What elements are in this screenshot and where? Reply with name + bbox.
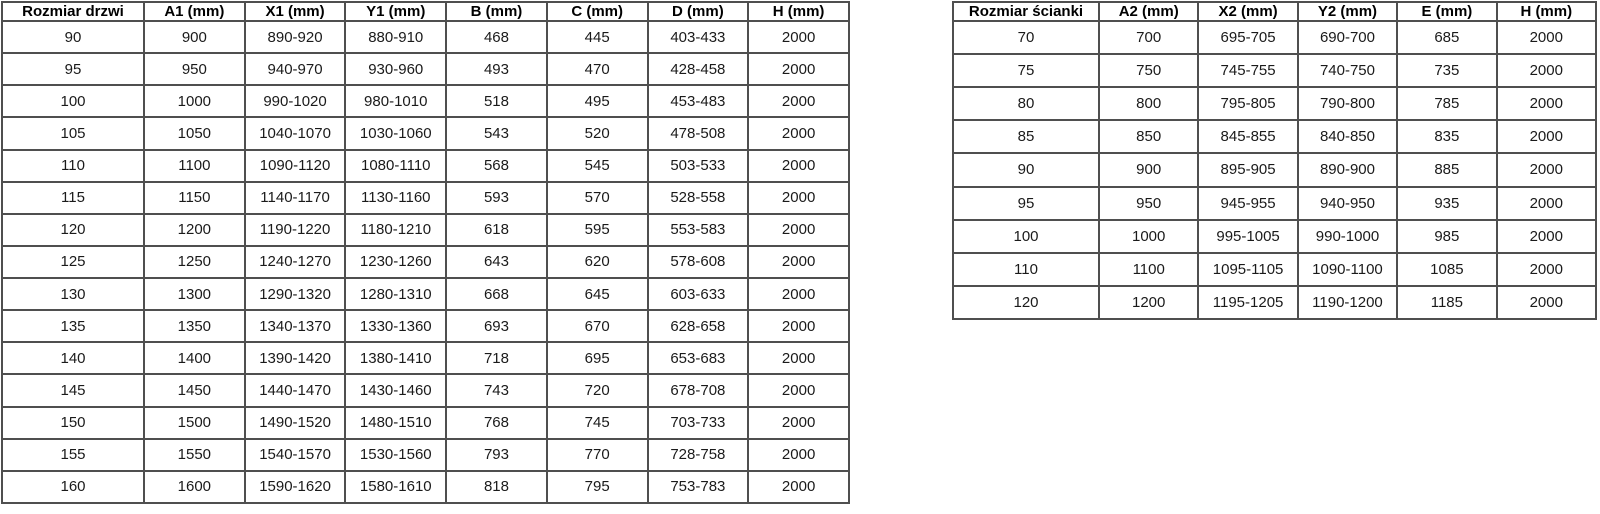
table-cell: 478-508: [648, 117, 749, 149]
table-cell: 2000: [1497, 286, 1596, 319]
table-cell: 818: [446, 471, 547, 503]
table-cell: 693: [446, 310, 547, 342]
table-row: [953, 220, 1596, 253]
table-cell: 2000: [748, 374, 849, 406]
table-row: [2, 85, 849, 117]
table-row: [2, 278, 849, 310]
column-header: X2 (mm): [1198, 2, 1297, 21]
table-cell: 150: [2, 407, 144, 439]
table-cell: 900: [144, 21, 245, 53]
table-cell: 945-955: [1198, 187, 1297, 220]
table-cell: 543: [446, 117, 547, 149]
table-cell: 1500: [144, 407, 245, 439]
table-cell: 1090-1100: [1298, 253, 1397, 286]
table-cell: 528-558: [648, 182, 749, 214]
table-cell: 2000: [748, 85, 849, 117]
table-cell: 1085: [1397, 253, 1496, 286]
table-cell: 1480-1510: [345, 407, 446, 439]
table-cell: 1095-1105: [1198, 253, 1297, 286]
table-cell: 1040-1070: [245, 117, 346, 149]
table-cell: 768: [446, 407, 547, 439]
table-cell: 1390-1420: [245, 342, 346, 374]
table-cell: 1080-1110: [345, 150, 446, 182]
table-cell: 593: [446, 182, 547, 214]
table-cell: 2000: [748, 117, 849, 149]
table-cell: 403-433: [648, 21, 749, 53]
table-cell: 493: [446, 53, 547, 85]
table-cell: 643: [446, 246, 547, 278]
table-cell: 140: [2, 342, 144, 374]
table-cell: 1200: [144, 214, 245, 246]
table-cell: 100: [2, 85, 144, 117]
table-cell: 603-633: [648, 278, 749, 310]
table-cell: 553-583: [648, 214, 749, 246]
table-cell: 1030-1060: [345, 117, 446, 149]
table-cell: 95: [2, 53, 144, 85]
table-row: [2, 150, 849, 182]
table-row: [2, 182, 849, 214]
table-cell: 2000: [748, 471, 849, 503]
table-cell: 595: [547, 214, 648, 246]
table-cell: 900: [1099, 153, 1198, 186]
table-cell: 2000: [748, 53, 849, 85]
table-cell: 2000: [1497, 120, 1596, 153]
table-cell: 645: [547, 278, 648, 310]
table-cell: 930-960: [345, 53, 446, 85]
table-cell: 618: [446, 214, 547, 246]
header-row: [2, 2, 849, 21]
table-row: [953, 120, 1596, 153]
table-cell: 745-755: [1198, 54, 1297, 87]
table-cell: 695-705: [1198, 21, 1297, 54]
table-cell: 1380-1410: [345, 342, 446, 374]
table-cell: 835: [1397, 120, 1496, 153]
table-cell: 1190-1200: [1298, 286, 1397, 319]
table-cell: 120: [953, 286, 1099, 319]
table-cell: 895-905: [1198, 153, 1297, 186]
column-header: D (mm): [648, 2, 749, 21]
table-cell: 703-733: [648, 407, 749, 439]
table-cell: 740-750: [1298, 54, 1397, 87]
table-cell: 90: [2, 21, 144, 53]
table-cell: 2000: [748, 21, 849, 53]
table-cell: 1450: [144, 374, 245, 406]
table-cell: 2000: [1497, 220, 1596, 253]
table-cell: 850: [1099, 120, 1198, 153]
table-row: [2, 117, 849, 149]
table-cell: 2000: [748, 310, 849, 342]
table-cell: 845-855: [1198, 120, 1297, 153]
table-cell: 795: [547, 471, 648, 503]
table-cell: 668: [446, 278, 547, 310]
table-cell: 1100: [1099, 253, 1198, 286]
table-cell: 1400: [144, 342, 245, 374]
column-header: H (mm): [748, 2, 849, 21]
table-cell: 985: [1397, 220, 1496, 253]
table-cell: 545: [547, 150, 648, 182]
table-cell: 1340-1370: [245, 310, 346, 342]
table-cell: 750: [1099, 54, 1198, 87]
table-cell: 2000: [748, 439, 849, 471]
table-cell: 685: [1397, 21, 1496, 54]
table-cell: 100: [953, 220, 1099, 253]
table-row: [2, 214, 849, 246]
column-header: Y2 (mm): [1298, 2, 1397, 21]
table-row: [953, 253, 1596, 286]
table-cell: 110: [2, 150, 144, 182]
table-cell: 468: [446, 21, 547, 53]
table-cell: 1440-1470: [245, 374, 346, 406]
table-cell: 990-1020: [245, 85, 346, 117]
table-cell: 1240-1270: [245, 246, 346, 278]
table-cell: 125: [2, 246, 144, 278]
column-header: A1 (mm): [144, 2, 245, 21]
table-cell: 695: [547, 342, 648, 374]
table-cell: 445: [547, 21, 648, 53]
table-cell: 885: [1397, 153, 1496, 186]
table-cell: 2000: [748, 214, 849, 246]
table-cell: 570: [547, 182, 648, 214]
table-cell: 1430-1460: [345, 374, 446, 406]
header-row: [953, 2, 1596, 21]
table-cell: 453-483: [648, 85, 749, 117]
table-row: [953, 187, 1596, 220]
column-header: A2 (mm): [1099, 2, 1198, 21]
table-row: [953, 153, 1596, 186]
table-row: [2, 53, 849, 85]
table-cell: 1195-1205: [1198, 286, 1297, 319]
table-cell: 1290-1320: [245, 278, 346, 310]
table-cell: 2000: [1497, 153, 1596, 186]
table-cell: 120: [2, 214, 144, 246]
table-row: [2, 471, 849, 503]
table-cell: 1050: [144, 117, 245, 149]
table-cell: 1580-1610: [345, 471, 446, 503]
table-cell: 2000: [748, 407, 849, 439]
table-cell: 1180-1210: [345, 214, 446, 246]
table-cell: 2000: [1497, 21, 1596, 54]
table-cell: 503-533: [648, 150, 749, 182]
table-cell: 795-805: [1198, 87, 1297, 120]
table-cell: 880-910: [345, 21, 446, 53]
table-cell: 1100: [144, 150, 245, 182]
table-cell: 1350: [144, 310, 245, 342]
column-header: E (mm): [1397, 2, 1496, 21]
table-row: [953, 286, 1596, 319]
table-cell: 130: [2, 278, 144, 310]
table-cell: 2000: [1497, 87, 1596, 120]
table-cell: 980-1010: [345, 85, 446, 117]
table-cell: 95: [953, 187, 1099, 220]
table-cell: 690-700: [1298, 21, 1397, 54]
table-cell: 940-950: [1298, 187, 1397, 220]
column-header: Rozmiar drzwi: [2, 2, 144, 21]
table-cell: 1250: [144, 246, 245, 278]
table-cell: 950: [144, 53, 245, 85]
table-cell: 1530-1560: [345, 439, 446, 471]
column-header: Y1 (mm): [345, 2, 446, 21]
table-cell: 80: [953, 87, 1099, 120]
table-cell: 1000: [144, 85, 245, 117]
table-cell: 115: [2, 182, 144, 214]
table-cell: 1090-1120: [245, 150, 346, 182]
table-cell: 720: [547, 374, 648, 406]
table-cell: 620: [547, 246, 648, 278]
table-cell: 940-970: [245, 53, 346, 85]
table-cell: 735: [1397, 54, 1496, 87]
table-cell: 578-608: [648, 246, 749, 278]
table-cell: 105: [2, 117, 144, 149]
door-size-table: [1, 1, 850, 504]
table-row: [2, 21, 849, 53]
table-cell: 2000: [748, 246, 849, 278]
table-cell: 428-458: [648, 53, 749, 85]
table-cell: 1190-1220: [245, 214, 346, 246]
table-cell: 793: [446, 439, 547, 471]
table-cell: 145: [2, 374, 144, 406]
column-header: X1 (mm): [245, 2, 346, 21]
table-cell: 1300: [144, 278, 245, 310]
table-cell: 718: [446, 342, 547, 374]
table-cell: 495: [547, 85, 648, 117]
table-cell: 2000: [748, 182, 849, 214]
table-cell: 135: [2, 310, 144, 342]
table-row: [2, 342, 849, 374]
table-row: [2, 310, 849, 342]
table-cell: 628-658: [648, 310, 749, 342]
table-cell: 1200: [1099, 286, 1198, 319]
table-cell: 753-783: [648, 471, 749, 503]
column-header: Rozmiar ścianki: [953, 2, 1099, 21]
table-cell: 950: [1099, 187, 1198, 220]
table-cell: 653-683: [648, 342, 749, 374]
table-cell: 1230-1260: [345, 246, 446, 278]
table-cell: 1140-1170: [245, 182, 346, 214]
table-row: [953, 21, 1596, 54]
table-row: [2, 439, 849, 471]
table-row: [953, 54, 1596, 87]
table-cell: 935: [1397, 187, 1496, 220]
table-row: [953, 87, 1596, 120]
column-header: B (mm): [446, 2, 547, 21]
table-row: [2, 374, 849, 406]
table-cell: 160: [2, 471, 144, 503]
table-cell: 85: [953, 120, 1099, 153]
table-cell: 520: [547, 117, 648, 149]
column-header: H (mm): [1497, 2, 1596, 21]
table-cell: 518: [446, 85, 547, 117]
table-cell: 470: [547, 53, 648, 85]
table-cell: 2000: [748, 150, 849, 182]
wall-size-table: [952, 1, 1597, 320]
table-cell: 743: [446, 374, 547, 406]
table-cell: 155: [2, 439, 144, 471]
table-cell: 1280-1310: [345, 278, 446, 310]
column-header: C (mm): [547, 2, 648, 21]
table-row: [2, 246, 849, 278]
table-cell: 745: [547, 407, 648, 439]
table-cell: 1130-1160: [345, 182, 446, 214]
table-cell: 568: [446, 150, 547, 182]
table-cell: 2000: [748, 342, 849, 374]
table-cell: 1540-1570: [245, 439, 346, 471]
table-cell: 90: [953, 153, 1099, 186]
table-cell: 790-800: [1298, 87, 1397, 120]
table-cell: 2000: [1497, 187, 1596, 220]
table-cell: 995-1005: [1198, 220, 1297, 253]
table-cell: 678-708: [648, 374, 749, 406]
table-cell: 1490-1520: [245, 407, 346, 439]
table-cell: 2000: [1497, 54, 1596, 87]
table-cell: 110: [953, 253, 1099, 286]
table-cell: 890-900: [1298, 153, 1397, 186]
table-cell: 728-758: [648, 439, 749, 471]
table-cell: 2000: [748, 278, 849, 310]
table-cell: 785: [1397, 87, 1496, 120]
table-cell: 800: [1099, 87, 1198, 120]
table-cell: 670: [547, 310, 648, 342]
table-cell: 2000: [1497, 253, 1596, 286]
table-cell: 1550: [144, 439, 245, 471]
table-cell: 75: [953, 54, 1099, 87]
table-cell: 1000: [1099, 220, 1198, 253]
table-cell: 1150: [144, 182, 245, 214]
table-cell: 1330-1360: [345, 310, 446, 342]
table-cell: 770: [547, 439, 648, 471]
table-cell: 700: [1099, 21, 1198, 54]
table-row: [2, 407, 849, 439]
table-cell: 70: [953, 21, 1099, 54]
table-cell: 890-920: [245, 21, 346, 53]
table-cell: 840-850: [1298, 120, 1397, 153]
table-cell: 1600: [144, 471, 245, 503]
table-cell: 1185: [1397, 286, 1496, 319]
table-cell: 1590-1620: [245, 471, 346, 503]
table-cell: 990-1000: [1298, 220, 1397, 253]
